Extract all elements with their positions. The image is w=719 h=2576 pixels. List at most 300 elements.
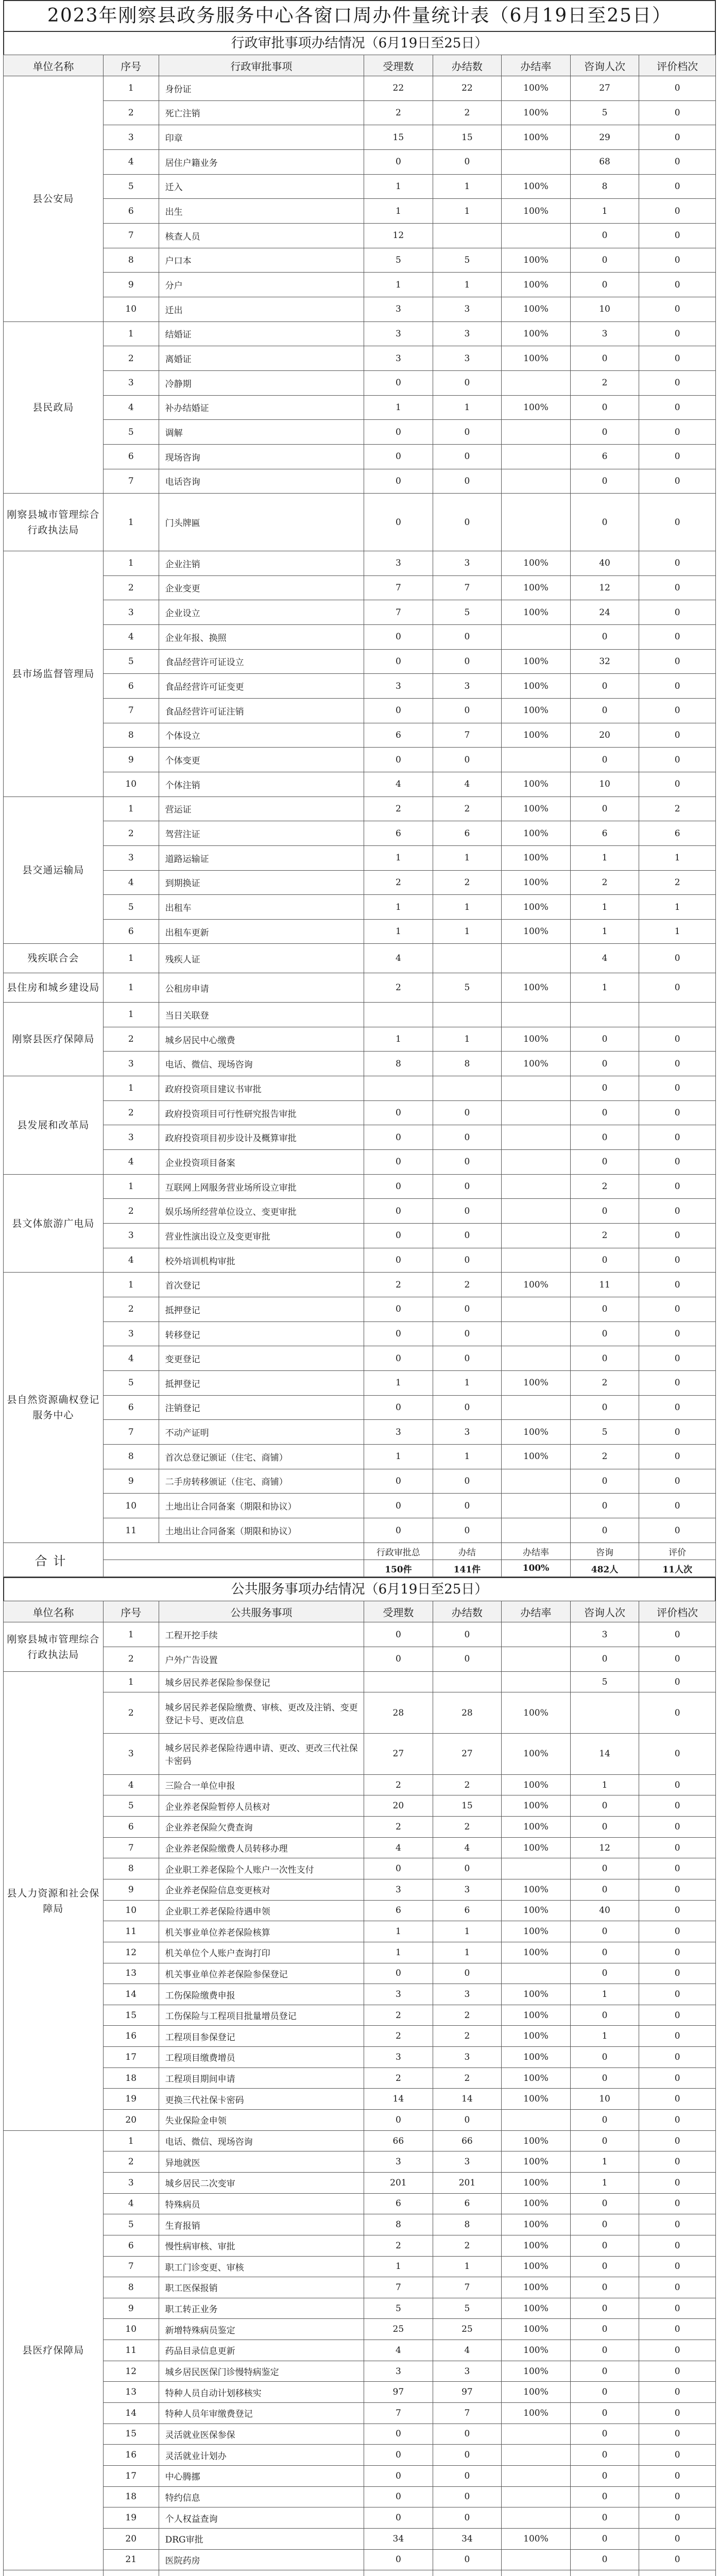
row-number: 4 — [103, 870, 159, 895]
row-number: 18 — [103, 2486, 159, 2507]
row-number: 13 — [103, 2382, 159, 2403]
item-name: 灵活就业计划办 — [159, 2445, 364, 2466]
item-name: 土地出让合同备案（期限和协议） — [159, 1518, 364, 1543]
completed-count: 5 — [433, 973, 502, 1003]
table-row — [4, 1199, 716, 1224]
item-name: 企业变更 — [159, 575, 364, 600]
table-row — [4, 1273, 716, 1297]
accepted-count: 20 — [364, 1795, 433, 1817]
row-number: 21 — [103, 2549, 159, 2570]
header-row — [4, 55, 716, 76]
public-table-header — [4, 1601, 716, 1622]
row-number: 9 — [103, 2298, 159, 2319]
table-row — [4, 1817, 716, 1838]
row-number: 6 — [103, 199, 159, 224]
consultations: 0 — [570, 1199, 639, 1224]
consultations: 0 — [570, 1518, 639, 1543]
row-number: 4 — [103, 395, 159, 420]
completion-rate — [502, 1494, 571, 1518]
unit-name-cell: 刚察县城市管理综合行政执法局 — [4, 1622, 104, 1671]
item-name: 企业年报、换照 — [159, 624, 364, 649]
table-row — [4, 796, 716, 821]
table-row — [4, 2528, 716, 2549]
row-number: 1 — [103, 494, 159, 551]
accepted-count: 2 — [364, 1273, 433, 1297]
completed-count: 25 — [433, 2319, 502, 2340]
item-name: 企业注销 — [159, 551, 364, 575]
row-number: 5 — [103, 649, 159, 674]
consultations: 0 — [570, 674, 639, 699]
item-name: 失业保险金申领 — [159, 2110, 364, 2131]
accepted-count: 0 — [364, 1963, 433, 1984]
accepted-count: 2 — [364, 796, 433, 821]
consultations: 0 — [570, 1963, 639, 1984]
completed-count: 1 — [433, 1942, 502, 1963]
consultations: 10 — [570, 297, 639, 321]
row-number: 2 — [103, 2151, 159, 2173]
item-name: 道路运输证 — [159, 845, 364, 870]
consultations: 4 — [570, 944, 639, 973]
rating-level: 0 — [639, 2424, 716, 2445]
row-number: 4 — [103, 624, 159, 649]
accepted-count: 28 — [364, 1692, 433, 1734]
rating-level: 1 — [639, 895, 716, 920]
consultations: 0 — [570, 2528, 639, 2549]
completed-count: 1 — [433, 395, 502, 420]
consultations: 0 — [570, 1879, 639, 1901]
item-name: 校外培训机构审批 — [159, 1248, 364, 1273]
completed-count: 0 — [433, 1858, 502, 1879]
item-name: 残疾人证 — [159, 944, 364, 973]
table-row — [4, 2214, 716, 2235]
accepted-count: 1 — [364, 1027, 433, 1052]
consultations: 1 — [570, 845, 639, 870]
rating-level: 0 — [639, 370, 716, 395]
row-number: 2 — [103, 100, 159, 125]
completion-rate: 100% — [502, 76, 571, 101]
item-name: 企业职工养老保险待遇申领 — [159, 1900, 364, 1921]
row-number: 9 — [103, 748, 159, 772]
accepted-count: 0 — [364, 1174, 433, 1199]
accepted-count: 6 — [364, 1900, 433, 1921]
consultations: 0 — [570, 2403, 639, 2424]
completed-count: 1 — [433, 1921, 502, 1942]
accepted-count: 0 — [364, 2110, 433, 2131]
total-caption: 办结率 — [502, 1543, 571, 1560]
completed-count: 3 — [433, 297, 502, 321]
item-name: 食品经营许可证注销 — [159, 698, 364, 723]
accepted-count: 0 — [364, 2486, 433, 2507]
rating-level: 0 — [639, 551, 716, 575]
column-header: 评价档次 — [639, 1601, 716, 1622]
completion-rate — [502, 1346, 571, 1371]
consultations: 0 — [570, 2277, 639, 2298]
total-caption: 办结 — [433, 1543, 502, 1560]
consultations: 1 — [570, 973, 639, 1003]
row-number: 1 — [103, 1174, 159, 1199]
row-number: 5 — [103, 1795, 159, 1817]
row-number: 1 — [103, 551, 159, 575]
table-row — [4, 248, 716, 273]
table-row — [4, 1469, 716, 1494]
table-row — [4, 1297, 716, 1322]
completed-count: 0 — [433, 2110, 502, 2131]
table-row — [4, 444, 716, 469]
accepted-count: 7 — [364, 575, 433, 600]
completion-rate: 100% — [502, 845, 571, 870]
item-name: 食品经营许可证设立 — [159, 649, 364, 674]
completion-rate: 100% — [502, 674, 571, 699]
consultations: 6 — [570, 821, 639, 846]
table-row — [4, 624, 716, 649]
row-number: 10 — [103, 772, 159, 796]
accepted-count: 2 — [364, 2005, 433, 2026]
completion-rate — [502, 2424, 571, 2445]
total-row — [4, 1560, 716, 1577]
rating-level: 0 — [639, 973, 716, 1003]
item-name: 营业性演出设立及变更审批 — [159, 1224, 364, 1248]
completed-count: 28 — [433, 1692, 502, 1734]
accepted-count: 34 — [364, 2528, 433, 2549]
row-number: 2 — [103, 1647, 159, 1672]
consultations: 0 — [570, 248, 639, 273]
rating-level: 0 — [639, 1858, 716, 1879]
consultations: 0 — [570, 2256, 639, 2277]
accepted-count: 0 — [364, 1100, 433, 1125]
accepted-count: 0 — [364, 1248, 433, 1273]
table-row — [4, 1224, 716, 1248]
completed-count: 0 — [433, 1647, 502, 1672]
column-header: 序号 — [103, 55, 159, 76]
table-row — [4, 2361, 716, 2382]
unit-name-cell: 刚察县城市管理综合行政执法局 — [4, 494, 104, 551]
table-row — [4, 1150, 716, 1175]
item-name — [159, 2570, 364, 2576]
completed-count: 8 — [433, 1052, 502, 1076]
accepted-count: 0 — [364, 698, 433, 723]
total-value — [433, 1560, 502, 1577]
table-row — [4, 2193, 716, 2214]
consultations: 0 — [570, 2445, 639, 2466]
consultations: 40 — [570, 551, 639, 575]
accepted-count: 8 — [364, 1052, 433, 1076]
rating-level: 0 — [639, 1321, 716, 1346]
total-blank — [103, 1560, 364, 1577]
rating-level — [639, 2570, 716, 2576]
completed-count: 15 — [433, 125, 502, 150]
table-row — [4, 2340, 716, 2361]
consultations: 0 — [570, 395, 639, 420]
accepted-count — [364, 1671, 433, 1692]
consultations: 1 — [570, 919, 639, 944]
consultations: 0 — [570, 2047, 639, 2068]
consultations: 1 — [570, 2151, 639, 2173]
consultations: 0 — [570, 1858, 639, 1879]
completed-count: 1 — [433, 1370, 502, 1395]
row-number: 2 — [103, 821, 159, 846]
consultations: 12 — [570, 575, 639, 600]
total-caption: 评价 — [639, 1543, 716, 1560]
completed-count: 6 — [433, 2193, 502, 2214]
consultations: 2 — [570, 370, 639, 395]
completion-rate — [502, 1321, 571, 1346]
consultations: 5 — [570, 100, 639, 125]
rating-level: 0 — [639, 1370, 716, 1395]
consultations: 0 — [570, 2361, 639, 2382]
rating-level: 0 — [639, 2256, 716, 2277]
table-row — [4, 100, 716, 125]
row-number: 4 — [103, 2193, 159, 2214]
rating-level: 0 — [639, 1100, 716, 1125]
item-name: 三险合一单位申报 — [159, 1774, 364, 1795]
item-name: 电话、微信、现场咨询 — [159, 1052, 364, 1076]
completed-count: 7 — [433, 2403, 502, 2424]
total-value-text: 11人次 — [662, 1564, 692, 1575]
column-header: 行政审批事项 — [159, 55, 364, 76]
completion-rate: 100% — [502, 600, 571, 625]
item-name: 特种人员自动计划移核实 — [159, 2382, 364, 2403]
completion-rate: 100% — [502, 2319, 571, 2340]
total-value — [364, 1560, 433, 1577]
item-name: 中心腾挪 — [159, 2465, 364, 2486]
rating-level: 6 — [639, 821, 716, 846]
consultations: 11 — [570, 1273, 639, 1297]
completion-rate: 100% — [502, 2047, 571, 2068]
item-name: 注销登记 — [159, 1395, 364, 1420]
item-name: 城乡居民养老保险待遇申请、更改、更改三代社保卡密码 — [159, 1734, 364, 1775]
table-row — [4, 2382, 716, 2403]
completion-rate: 100% — [502, 2172, 571, 2193]
consultations: 1 — [570, 2026, 639, 2047]
accepted-count: 12 — [364, 223, 433, 248]
completion-rate: 100% — [502, 1734, 571, 1775]
unit-name-cell: 县公安局 — [4, 76, 104, 322]
consultations: 0 — [570, 1100, 639, 1125]
accepted-count: 1 — [364, 1444, 433, 1469]
accepted-count: 22 — [364, 76, 433, 101]
table-row — [4, 674, 716, 699]
consultations: 0 — [570, 1795, 639, 1817]
table-row — [4, 1858, 716, 1879]
accepted-count: 5 — [364, 2298, 433, 2319]
row-number: 2 — [103, 1199, 159, 1224]
accepted-count: 1 — [364, 919, 433, 944]
consultations: 1 — [570, 2172, 639, 2193]
completed-count: 0 — [433, 1395, 502, 1420]
total-value — [502, 1560, 571, 1577]
item-name: 城乡居民医保门诊慢特病鉴定 — [159, 2361, 364, 2382]
rating-level: 0 — [639, 2528, 716, 2549]
rating-level: 0 — [639, 649, 716, 674]
row-number: 10 — [103, 297, 159, 321]
rating-level: 0 — [639, 223, 716, 248]
item-name: 迁入 — [159, 174, 364, 199]
consultations: 0 — [570, 2005, 639, 2026]
completion-rate — [502, 1858, 571, 1879]
column-header: 办结率 — [502, 1601, 571, 1622]
rating-level: 0 — [639, 1395, 716, 1420]
consultations: 12 — [570, 1837, 639, 1858]
consultations: 5 — [570, 1420, 639, 1445]
accepted-count — [364, 1003, 433, 1027]
completed-count: 3 — [433, 551, 502, 575]
item-name: 特约信息 — [159, 2486, 364, 2507]
accepted-count: 66 — [364, 2130, 433, 2151]
consultations: 0 — [570, 2507, 639, 2529]
rating-level: 0 — [639, 494, 716, 551]
table-row — [4, 600, 716, 625]
rating-level: 0 — [639, 2067, 716, 2089]
table-row — [4, 2235, 716, 2256]
rating-level: 0 — [639, 624, 716, 649]
completion-rate — [502, 1622, 571, 1647]
unit-name-cell: 县市场监督管理局 — [4, 551, 104, 796]
completion-rate — [502, 2465, 571, 2486]
table-row — [4, 297, 716, 321]
completion-rate: 100% — [502, 551, 571, 575]
row-number: 2 — [103, 1100, 159, 1125]
rating-level: 0 — [639, 1671, 716, 1692]
item-name: 娱乐场所经营单位设立、变更审批 — [159, 1199, 364, 1224]
table-row — [4, 1100, 716, 1125]
completion-rate — [502, 1963, 571, 1984]
accepted-count: 0 — [364, 2445, 433, 2466]
consultations: 32 — [570, 649, 639, 674]
row-number: 2 — [103, 1297, 159, 1322]
row-number: 5 — [103, 2214, 159, 2235]
completion-rate: 100% — [502, 1692, 571, 1734]
item-name: 公租房申请 — [159, 973, 364, 1003]
table-row — [4, 772, 716, 796]
rating-level: 0 — [639, 2445, 716, 2466]
completion-rate: 100% — [502, 1370, 571, 1395]
row-number: 1 — [103, 944, 159, 973]
table-row — [4, 2256, 716, 2277]
completion-rate — [502, 370, 571, 395]
item-name: 工程项目期间申请 — [159, 2067, 364, 2089]
total-value-text: 482人 — [591, 1564, 619, 1575]
completed-count: 7 — [433, 2277, 502, 2298]
item-name: 调解 — [159, 420, 364, 445]
item-name: 现场咨询 — [159, 444, 364, 469]
completed-count: 0 — [433, 1100, 502, 1125]
consultations: 0 — [570, 1942, 639, 1963]
accepted-count: 2 — [364, 1774, 433, 1795]
completion-rate: 100% — [502, 395, 571, 420]
completion-rate — [502, 1174, 571, 1199]
consultations — [570, 1003, 639, 1027]
item-name: 二手房转移颁证（住宅、商铺） — [159, 1469, 364, 1494]
row-number: 1 — [103, 321, 159, 346]
table-row — [4, 2424, 716, 2445]
row-number: 8 — [103, 1858, 159, 1879]
accepted-count: 2 — [364, 2235, 433, 2256]
completed-count: 2 — [433, 796, 502, 821]
completion-rate: 100% — [502, 1900, 571, 1921]
accepted-count: 0 — [364, 2424, 433, 2445]
completed-count: 1 — [433, 1027, 502, 1052]
total-value-text: 100% — [522, 1563, 550, 1574]
rating-level: 1 — [639, 845, 716, 870]
completed-count: 0 — [433, 624, 502, 649]
completion-rate: 100% — [502, 919, 571, 944]
row-number: 6 — [103, 444, 159, 469]
completed-count: 0 — [433, 1518, 502, 1543]
table-row — [4, 2047, 716, 2068]
row-number: 3 — [103, 1052, 159, 1076]
consultations: 0 — [570, 2130, 639, 2151]
completed-count — [433, 223, 502, 248]
completion-rate — [502, 1647, 571, 1672]
item-name: 迁出 — [159, 297, 364, 321]
completion-rate — [502, 469, 571, 494]
completed-count: 0 — [433, 1321, 502, 1346]
accepted-count: 0 — [364, 1321, 433, 1346]
accepted-count: 2 — [364, 870, 433, 895]
item-name: 驾营注证 — [159, 821, 364, 846]
completed-count: 6 — [433, 1900, 502, 1921]
accepted-count — [364, 1076, 433, 1101]
completion-rate: 100% — [502, 346, 571, 371]
rating-level: 0 — [639, 2130, 716, 2151]
accepted-count — [364, 2570, 433, 2576]
accepted-count: 0 — [364, 2549, 433, 2570]
accepted-count: 1 — [364, 895, 433, 920]
consultations: 0 — [570, 1297, 639, 1322]
table-row — [4, 174, 716, 199]
consultations: 0 — [570, 223, 639, 248]
consultations: 0 — [570, 624, 639, 649]
unit-name-cell: 刚察县医疗保障局 — [4, 1003, 104, 1076]
rating-level: 0 — [639, 1942, 716, 1963]
table-row — [4, 2507, 716, 2529]
consultations: 1 — [570, 895, 639, 920]
consultations: 0 — [570, 1027, 639, 1052]
accepted-count: 2 — [364, 2067, 433, 2089]
completed-count: 201 — [433, 2172, 502, 2193]
completion-rate: 100% — [502, 821, 571, 846]
rating-level: 0 — [639, 1469, 716, 1494]
row-number: 11 — [103, 1921, 159, 1942]
table-row — [4, 944, 716, 973]
item-name: 企业养老保险欠费查询 — [159, 1817, 364, 1838]
completed-count: 1 — [433, 273, 502, 297]
row-number: 9 — [103, 273, 159, 297]
total-label: 合计 — [4, 1543, 104, 1577]
accepted-count: 3 — [364, 2047, 433, 2068]
accepted-count: 0 — [364, 1518, 433, 1543]
row-number: 5 — [103, 1370, 159, 1395]
row-number: 7 — [103, 2256, 159, 2277]
accepted-count: 7 — [364, 2277, 433, 2298]
item-name: 出租车更新 — [159, 919, 364, 944]
consultations: 0 — [570, 1248, 639, 1273]
row-number: 7 — [103, 469, 159, 494]
table-row — [4, 973, 716, 1003]
accepted-count: 15 — [364, 125, 433, 150]
completed-count: 0 — [433, 2549, 502, 2570]
completion-rate: 100% — [502, 1444, 571, 1469]
completed-count: 0 — [433, 2424, 502, 2445]
accepted-count: 1 — [364, 2256, 433, 2277]
completed-count: 97 — [433, 2382, 502, 2403]
completed-count: 2 — [433, 1817, 502, 1838]
rating-level: 0 — [639, 297, 716, 321]
table-row — [4, 748, 716, 772]
accepted-count: 3 — [364, 321, 433, 346]
accepted-count: 1 — [364, 845, 433, 870]
table-row — [4, 821, 716, 846]
